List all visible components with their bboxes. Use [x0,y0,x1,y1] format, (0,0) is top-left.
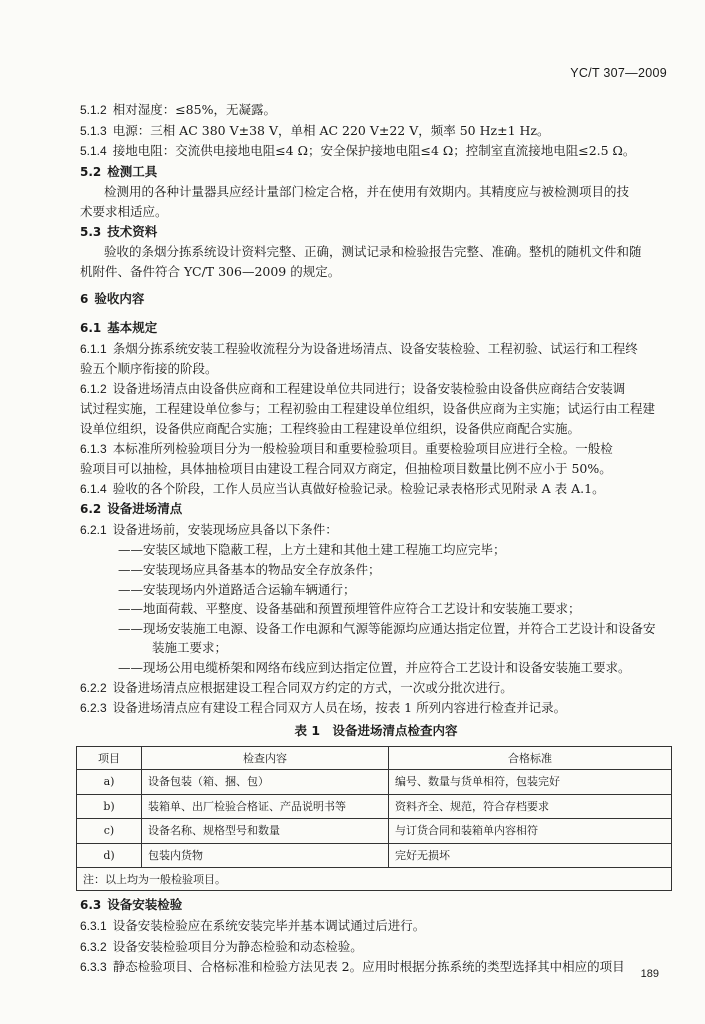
line-text: 电源：三相 AC 380 V±38 V，单相 AC 220 V±22 V，频率 50 Hz±1 Hz。 [112,122,550,138]
spacer [80,310,672,318]
clause-number: 6.1.2 [80,381,107,396]
clause-number: 5.1.4 [80,144,107,159]
text-line [80,439,672,460]
table-header-row [77,747,672,770]
table-cell: 设备名称、规格型号和数量 [142,819,389,844]
clause-number: 6.1.4 [80,481,107,496]
clause-number: 6.3.1 [80,919,107,933]
clause-number: 6.1 [80,320,102,335]
text-line [80,957,672,978]
text-line [80,121,672,142]
text-line [80,916,672,937]
line-text: 验收的各个阶段，工作人员应当认真做好检验记录。检验记录表格形式见附录 A 表 A.1。 [112,480,605,496]
text-line [80,638,672,658]
section-heading [80,895,672,916]
line-text: 设备安装检验项目分为静态检验和动态检验。 [112,938,363,954]
table-row [77,770,672,795]
clause-number: 6.1.3 [80,441,107,456]
clause-number: 6.3.2 [80,939,107,954]
table-header-cell: 检查内容 [142,747,389,770]
line-text: 检测工具 [107,163,158,179]
text-line [80,580,672,600]
clause-number: 6.3 [80,898,102,913]
table-header-cell: 合格标准 [389,747,672,770]
table-note-row [77,868,672,891]
line-text: 设备安装检验应在系统安装完毕并基本调试通过后进行。 [112,918,426,933]
line-text: 试过程实施，工程建设单位参与；工程初验由工程建设单位组织，设备供应商为主实施；试运行由工程建 [80,401,656,417]
text-line [80,141,672,162]
clause-number: 5.2 [80,164,102,179]
text-line [80,698,672,719]
text-line [80,359,672,379]
text-block-after-table [80,895,672,977]
table-cell: 与订货合同和装箱单内容相符 [389,819,672,844]
line-text: 设备进场清点 [107,501,183,517]
table-cell: 资料齐全、规范，符合存档要求 [389,794,672,819]
text-line [80,419,672,439]
line-text: 设备安装检验 [107,897,183,913]
line-text: 设备进场清点由设备供应商和工程建设单位共同进行；设备安装检验由设备供应商结合安装调 [112,380,626,396]
line-text: 装施工要求； [152,640,228,656]
clause-number: 6.2.1 [80,522,107,537]
text-line [80,399,672,419]
line-text: 本标准所列检验项目分为一般检验项目和重要检验项目。重要检验项目应进行全检。一般检 [112,440,613,456]
section-heading [80,162,672,183]
clause-number: 6.3.3 [80,960,107,975]
line-text: 条烟分拣系统安装工程验收流程分为设备进场清点、设备安装检验、工程初验、试运行和工程终 [112,340,638,356]
table-cell: 编号、数量与货单相符，包装完好 [389,770,672,795]
table-row [77,843,672,868]
text-line [80,520,672,541]
line-text: 相对湿度：≤85%，无凝露。 [112,102,276,117]
text-line [80,619,672,639]
table-cell: 装箱单、出厂检验合格证、产品说明书等 [142,794,389,819]
line-text: 验项目可以抽检，具体抽检项目由建设工程合同双方商定，但抽检项目数量比例不应小于 50%。 [80,461,612,477]
table-cell: c) [77,819,142,844]
table-cell: 完好无损坏 [389,843,672,868]
text-line [80,479,672,500]
line-text: 验收内容 [94,291,145,307]
table-title: 表 1 设备进场清点检查内容 [294,722,458,738]
line-text: 验五个顺序衔接的阶段。 [80,361,218,377]
clause-number: 5.1.3 [80,123,107,138]
line-text: ——地面荷载、平整度、设备基础和预置预埋管件应符合工艺设计和安装施工要求； [118,601,581,617]
line-text: 术要求相适应。 [80,203,168,219]
line-text: 设备进场清点应根据建设工程合同双方约定的方式，一次或分批次进行。 [112,679,513,695]
line-text: ——现场公用电缆桥架和网络布线应到达指定位置，并应符合工艺设计和设备安装施工要求。 [118,660,631,676]
table-cell: a) [77,770,142,795]
spacer [80,281,672,289]
line-text: ——安装区域地下隐蔽工程，上方土建和其他土建工程施工均应完毕； [118,542,506,558]
line-text: 接地电阻：交流供电接地电阻≤4 Ω；安全保护接地电阻≤4 Ω；控制室直流接地电阻≤2.5 Ω。 [112,143,636,159]
line-text: ——安装现场应具备基本的物品安全存放条件； [118,562,381,578]
text-line [80,339,672,360]
line-text: 技术资料 [107,223,158,239]
line-text: 检测用的各种计量器具应经计量部门检定合格，并在使用有效期内。其精度应与被检测项目的技 [104,184,630,200]
text-line [80,100,672,121]
text-line [80,262,672,282]
text-line [80,560,672,580]
text-line [80,599,672,619]
clause-number: 6.2.2 [80,680,107,695]
table-cell: 包装内货物 [142,843,389,868]
text-line [80,459,672,479]
text-line [80,540,672,560]
text-line [80,658,672,678]
table-row [77,819,672,844]
text-line [80,242,672,262]
line-text: 设单位组织，设备供应商配合实施；工程终验由工程建设单位组织，设备供应商配合实施。 [80,420,581,436]
document-body [80,100,672,978]
text-line [80,678,672,699]
page-number: 189 [640,968,659,980]
line-text: 机附件、备件符合 YC/T 306—2009 的规定。 [80,263,341,279]
table-note: 注：以上均为一般检验项目。 [77,868,672,891]
clause-number: 6.2.3 [80,701,107,716]
clause-number: 6 [80,292,89,307]
standard-code: YC/T 307—2009 [570,66,667,80]
table-cell: 设备包装（箱、捆、包） [142,770,389,795]
section-heading [80,499,672,520]
text-line [80,202,672,222]
text-line [80,937,672,958]
line-text: 验收的条烟分拣系统设计资料完整、正确，测试记录和检验报告完整、准确。整机的随机文件和随 [104,244,642,260]
table-cell: b) [77,794,142,819]
clause-number: 5.3 [80,224,102,239]
table-header-cell: 项目 [77,747,142,770]
clause-number: 5.1.2 [80,103,107,117]
line-text: 静态检验项目、合格标准和检验方法见表 2。应用时根据分拣系统的类型选择其中相应的项目 [112,959,625,975]
line-text: ——现场安装施工电源、设备工作电源和气源等能源均应通达指定位置，并符合工艺设计和设备安 [118,620,656,636]
line-text: ——安装现场内外道路适合运输车辆通行； [118,581,356,597]
line-text: 设备进场清点应有建设工程合同双方人员在场，按表 1 所列内容进行检查并记录。 [112,700,567,716]
line-text: 设备进场前，安装现场应具备以下条件： [112,521,338,537]
section-heading [80,318,672,339]
clause-number: 6.2 [80,502,102,517]
section-heading [80,289,672,310]
section-heading [80,222,672,243]
inspection-table [76,746,672,891]
clause-number: 6.1.1 [80,341,107,356]
text-line [80,182,672,202]
table-cell: d) [77,843,142,868]
line-text: 基本规定 [107,319,158,335]
text-block-before-table [80,100,672,719]
table-row [77,794,672,819]
text-line [80,379,672,400]
